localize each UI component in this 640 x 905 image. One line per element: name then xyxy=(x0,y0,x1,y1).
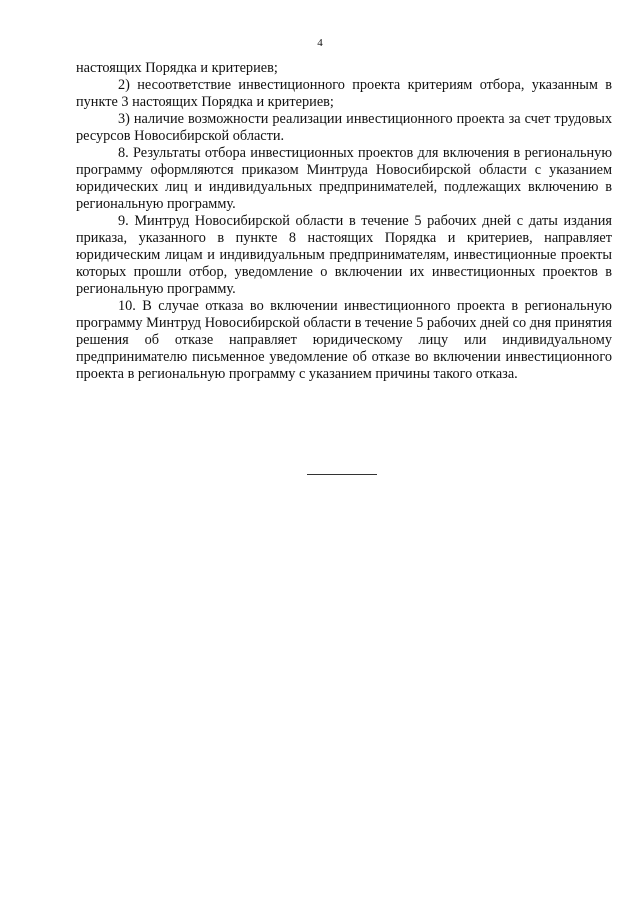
end-separator-line xyxy=(307,474,377,475)
paragraph-item-2: 2) несоответствие инвестиционного проекта критериям отбора, указанным в пункте 3 настоящих Порядка и критериев; xyxy=(76,77,612,110)
paragraph-continuation: настоящих Порядка и критериев; xyxy=(76,60,278,76)
paragraph-section-9: 9. Минтруд Новосибирской области в течение 5 рабочих дней с даты издания приказа, указанного в пункте 8 настоящих Порядка и критериев, направляет юридическим лицам и индивидуальным предпринимателям, инвестиционные проекты которых прошли отбор, уведомление о включении их инвестиционных проектов в региональную программу. xyxy=(76,213,612,297)
document-body xyxy=(76,60,612,383)
paragraph-section-8: 8. Результаты отбора инвестиционных проектов для включения в региональную программу оформляются приказом Минтруда Новосибирской области с указанием юридических лиц и индивидуальных предпринимателей, подлежащих включению в региональную программу. xyxy=(76,145,612,212)
paragraph-item-3: 3) наличие возможности реализации инвестиционного проекта за счет трудовых ресурсов Новосибирской области. xyxy=(76,111,612,144)
paragraph-section-10: 10. В случае отказа во включении инвестиционного проекта в региональную программу Минтруд Новосибирской области в течение 5 рабочих дней со дня принятия решения об отказе направляет юридическому лицу или индивидуальному предпринимателю письменное уведомление об отказе во включении инвестиционного проекта в региональную программу с указанием причины такого отказа. xyxy=(76,298,612,382)
page-number: 4 xyxy=(317,37,323,49)
